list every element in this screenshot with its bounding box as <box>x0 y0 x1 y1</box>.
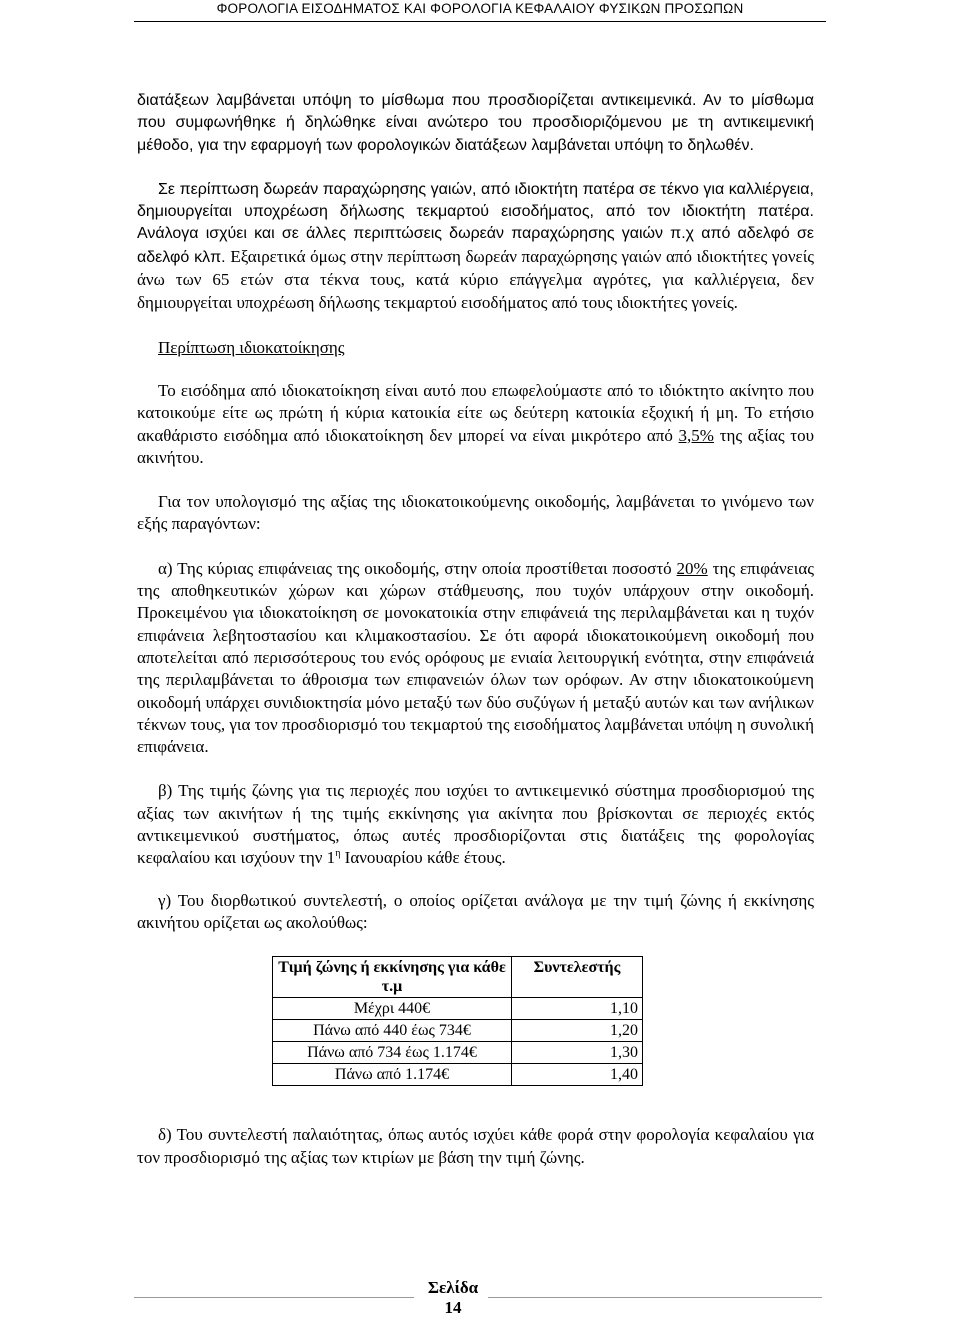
table-cell-range: Πάνω από 734 έως 1.174€ <box>273 1042 512 1064</box>
page-number-block <box>418 1278 488 1318</box>
factor-b-text: β) Της τιμής ζώνης για τις περιοχές που ισχύει το αντικειμενικό σύστημα προσδιορισμού της αξίας των ακινήτων ή της τιμής εκκίνησης για ακίνητα που βρίσκονται σε περιοχές εκτός αντικειμενικού συστήματος, όπως αυτές προσδιορίζονται στις διατάξεις της φορολογίας κεφαλαίου και ισχύουν την 1 <box>137 781 814 868</box>
page-body <box>137 90 814 1169</box>
paragraph-free-land-grant-part1: Σε περίπτωση δωρεάν παραχώρησης γαιών, από ιδιοκτήτη πατέρα σε τέκνο για καλλιέργεια, δημιουργείται υποχρέωση δήλωσης τεκμαρτού εισοδήματος, από τον ιδιοκτήτη πατέρα. Ανάλογα ισχύει και σε άλλες περιπτώσεις δωρεάν παραχώρησης γαιών π.χ από αδελφό σε αδελφό κλπ. <box>137 180 814 266</box>
table-cell-coefficient: 1,40 <box>512 1064 643 1086</box>
table-header-row <box>273 957 643 998</box>
superscript-eta: η <box>335 848 341 860</box>
table-cell-range: Μέχρι 440€ <box>273 998 512 1020</box>
percentage-20: 20% <box>676 558 708 578</box>
table-cell-coefficient: 1,30 <box>512 1042 643 1064</box>
paragraph-factor-b <box>137 780 814 869</box>
paragraph-self-occupancy-end: της αξίας του ακινήτου. <box>137 425 815 467</box>
paragraph-factor-c: γ) Του διορθωτικού συντελεστή, ο οποίος ορίζεται ανάλογα με την τιμή ζώνης ή εκκίνησης ακινήτου ορίζεται ως ακολούθως: <box>137 890 814 932</box>
factor-a-text: α) Της κύριας επιφάνειας της οικοδομής, στην οποία προστίθεται ποσοστό <box>158 558 672 578</box>
paragraph-valuation-factors: Για τον υπολογισμό της αξίας της ιδιοκατοικούμενης οικοδομής, λαμβάνεται το γινόμενο των εξής παραγόντων: <box>137 492 814 534</box>
factor-b-end: Ιανουαρίου κάθε έτους. <box>344 848 506 868</box>
table-row <box>273 998 643 1020</box>
table-cell-coefficient: 1,10 <box>512 998 643 1020</box>
footer-divider-left <box>134 1297 414 1298</box>
paragraph-self-occupancy-text: Το εισόδημα από ιδιοκατοίκηση είναι αυτό που επωφελούμαστε από το ιδιόκτητο ακίνητο που κατοικούμε είτε ως πρώτη ή κύρια κατοικία είτε ως δεύτερη κατοικία εξοχική ή μη. Το ετήσιο ακαθάριστο εισόδημα από ιδιοκατοίκηση δεν μπορεί να είναι μικρότερο από <box>137 380 814 445</box>
section-heading-text: Περίπτωση ιδιοκατοίκησης <box>158 337 345 357</box>
coefficient-table <box>272 956 643 1086</box>
paragraph-free-land-grant-part2: Εξαιρετικά όμως στην περίπτωση δωρεάν παραχώρησης γαιών από ιδιοκτήτες γονείς άνω των 65 ετών στα τέκνα τους, κατά κύριο επάγγελμα αγρότες, για καλλιέργεια, δεν δημιουργείται υποχρέωση δήλωσης τεκμαρτού εισοδήματος από τους ιδιοκτήτες γονείς. <box>137 246 814 313</box>
paragraph-free-land-grant <box>137 179 814 316</box>
paragraph-rental-assessment: διατάξεων λαμβάνεται υπόψη το μίσθωμα που προσδιορίζεται αντικειμενικά. Αν το μίσθωμα που συμφωνήθηκε ή δηλώθηκε είναι ανώτερο του προσδιοριζόμενου με τη αντικειμενική μέθοδο, για την εφαρμογή των φορολογικών διατάξεων λαμβάνεται υπόψη το δηλωθέν. <box>137 92 814 154</box>
table-cell-range: Πάνω από 440 έως 734€ <box>273 1020 512 1042</box>
header-divider <box>134 21 826 22</box>
table-cell-coefficient: 1,20 <box>512 1020 643 1042</box>
page-number: 14 <box>444 1298 462 1317</box>
running-header: ΦΟΡΟΛΟΓΙΑ ΕΙΣΟΔΗΜΑΤΟΣ ΚΑΙ ΦΟΡΟΛΟΓΙΑ ΚΕΦΑΛΑΙΟΥ ΦΥΣΙΚΩΝ ΠΡΟΣΩΠΩΝ <box>216 1 744 16</box>
percentage-3-5: 3,5% <box>678 425 714 445</box>
table-cell-range: Πάνω από 1.174€ <box>273 1064 512 1086</box>
table-header-coefficient: Συντελεστής <box>512 957 643 998</box>
table-row <box>273 1064 643 1086</box>
factor-a-rest: της επιφάνειας της αποθηκευτικών χώρων και χώρων στάθμευσης, που τυχόν υπάρχουν στην οικοδομή. Προκειμένου για ιδιοκατοίκηση σε μονοκατοικία στην επιφάνειά της περιλαμβάνεται και η τυχόν επιφάνεια λεβητοστασίου και κλιμακοστασίου. Σε ότι αφορά ιδιοκατοικούμενη οικοδομή που αποτελείται από περισσότερους του ενός ορόφους με ενιαία λειτουργική ενότητα, στην επιφάνειά της περιλαμβάνεται το άθροισμα των επιφανειών όλων των ορόφων. Αν στην ιδιοκατοικούμενη οικοδομή υπάρχει συνιδιοκτησία μόνο μεταξύ των δύο συζύγων ή μεταξύ αυτών και των ανήλικων τέκνων τους, για τον προσδιορισμό του τεκμαρτού της εισοδήματος λαμβάνεται υπόψη η συνολική επιφάνεια. <box>137 558 814 757</box>
paragraph-self-occupancy-income <box>137 380 814 469</box>
paragraph-factor-a <box>137 558 814 759</box>
table-header-zone-price: Τιμή ζώνης ή εκκίνησης για κάθε τ.μ <box>273 957 512 998</box>
paragraph-factor-d: δ) Του συντελεστή παλαιότητας, όπως αυτός ισχύει κάθε φορά στην φορολογία κεφαλαίου για τον προσδιορισμό της αξίας των κτιρίων με βάση την τιμή ζώνης. <box>137 1125 814 1167</box>
section-heading-self-occupancy <box>137 337 814 359</box>
table-row <box>273 1020 643 1042</box>
page-label: Σελίδα <box>427 1278 479 1297</box>
table-row <box>273 1042 643 1064</box>
footer-divider-right <box>488 1297 822 1298</box>
